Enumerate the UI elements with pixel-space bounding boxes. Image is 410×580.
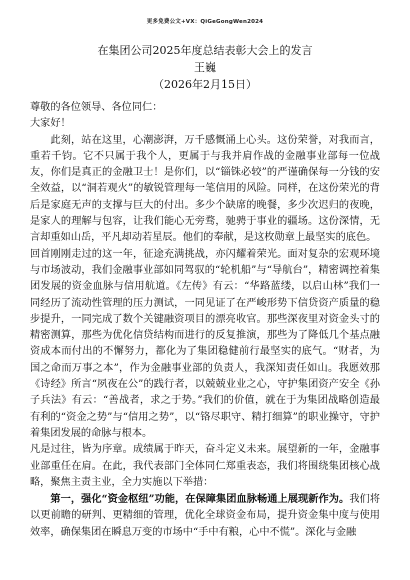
greeting: 大家好！ xyxy=(30,118,71,130)
measure-body: 我们将以更前瞻的研判、更精细的管理，优化全球资金布局，提升资金集中度与使用效率，确保集团在瞬息万变的市场中“手中有粮，心中不慌”。深化与金融 xyxy=(30,494,381,538)
paragraph: 此刻，站在这里，心潮澎湃，万千感慨涌上心头。这份荣誉，对我而言，重若千钧。它不只属于我个人，更属于与我并肩作战的金融事业部每一位战友，你们是真正的金融卫士！是你们，以“锱铢必较”的严谨确保每一分钱的安全效益，以“洞若观火”的敏锐管理每一笔信用的风险。同样，在这份荣光的背后是家庭无声的支撑与巨大的付出。多少个缺席的晚餐，多少次迟归的夜晚，是家人的理解与包容，让我们能心无旁骛，驰骋于事业的疆场。这份深情，无言却重如山岳，平凡却动若星辰。他们的奉献，是这枚勋章上最坚实的底色。 xyxy=(30,134,380,244)
document-date: （2026年2月15日） xyxy=(153,78,257,91)
measure-paragraph xyxy=(30,491,380,541)
document-title: 在集团公司2025年度总结表彰大会上的发言 xyxy=(97,44,313,57)
paragraph: 回首刚刚走过的这一年，征途充满挑战，亦闪耀着荣光。面对复杂的宏观环境与市场波动，我们金融事业部如同驾驭的“轮机船”与“导航台”，精密调控着集团发展的资金血脉与信用航道。《左传》有云：“华路蓝缕，以启山林”我们一同经历了流动性管理的压力测试，一同见证了在严峻形势下信贷资产质量的稳步提升，一同完成了数个关键融资项目的漂亮收官。那些深夜里对资金头寸的精密测算，那些为优化信贷结构而进行的反复推演，那些为了降低几个基点融资成本而付出的不懈努力，都化为了集团稳健前行最坚实的底气。“财者，为国之命而万事之本”，作为金融事业部的负责人，我深知责任如山。我愿效那《诗经》所言“夙夜在公”的践行者，以兢兢业业之心，守护集团资产安全《孙子兵法》有云：“善战者，求之于势。”我们的价值，就在于为集团战略创造最有利的“资金之势”与“信用之势”，以“铬尽职守、精打细算”的职业操守，守护着集团发展的命脉与根本。 xyxy=(30,248,380,439)
paragraph: 凡是过往，皆为序章。成绩属于昨天，奋斗定义未来。展望新的一年，金融事业部重任在肩。在此，我代表部门全体同仁郑重表态，我们将围绕集团核心战略，聚焦主责主业，全力实施以下举措： xyxy=(30,444,380,488)
measure-lead: 第一，强化“资金枢纽”功能，在保障集团血脉畅通上展现新作为。 xyxy=(50,493,350,506)
top-banner: 更多免费公文+VX：QiGeGongWen2024 xyxy=(146,19,264,25)
document-author: 王巍 xyxy=(194,61,216,74)
salutation: 尊敬的各位领导、各位同仁： xyxy=(30,102,163,113)
document-body xyxy=(30,100,380,541)
